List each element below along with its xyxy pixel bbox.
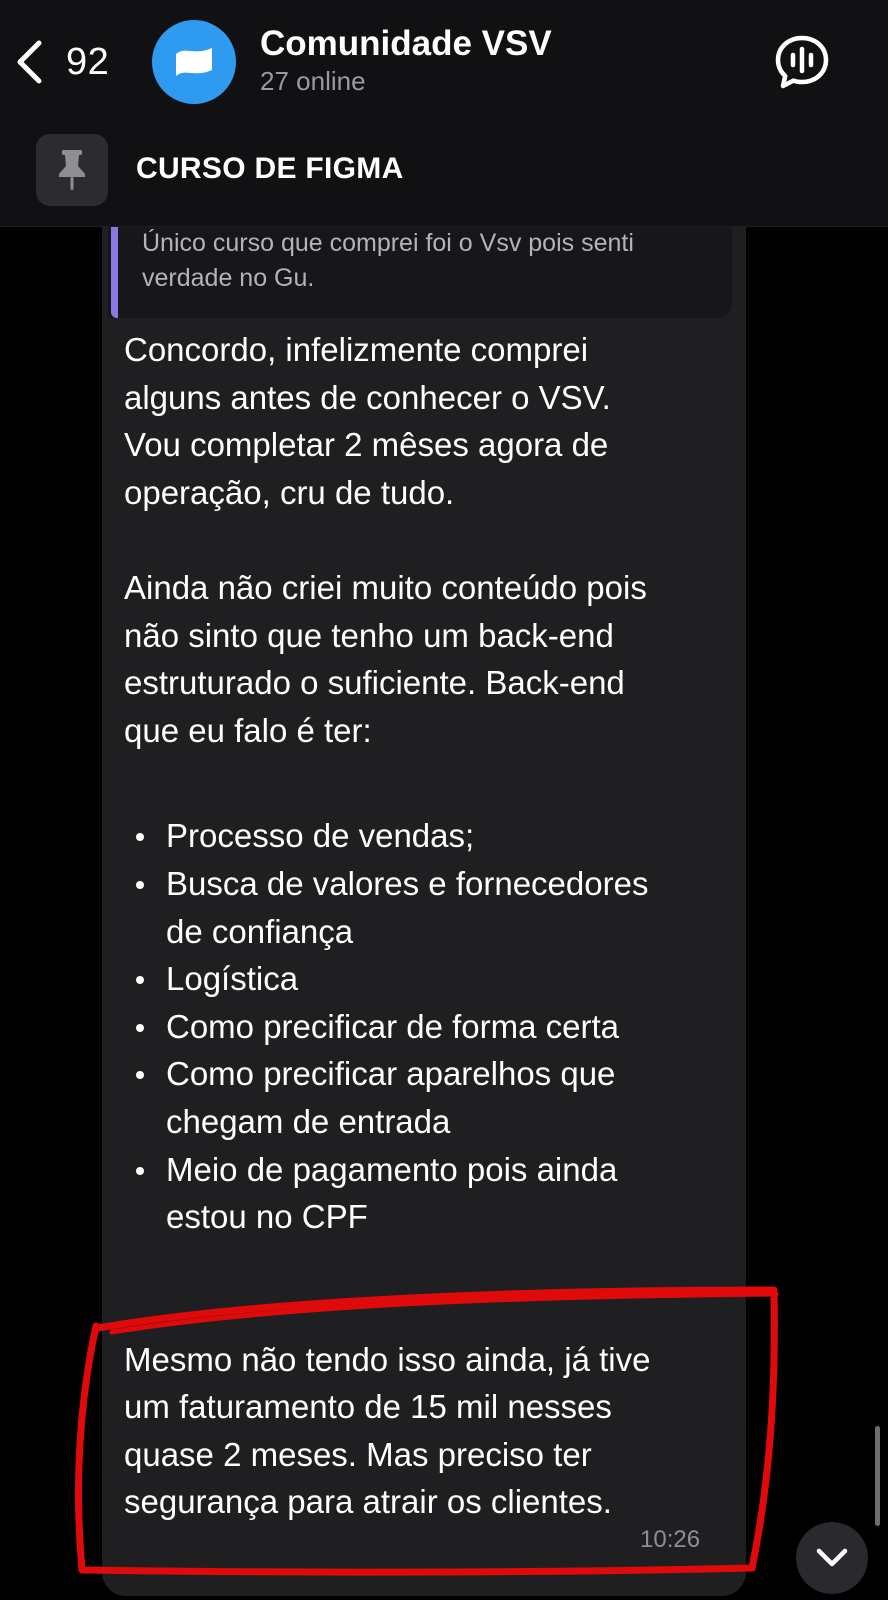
- voice-chat-icon: [772, 32, 832, 92]
- list-item: [124, 955, 734, 1003]
- text-line: operação, cru de tudo.: [124, 473, 455, 511]
- text-line: Processo de vendas;: [166, 817, 475, 855]
- bullet-icon: [136, 881, 144, 889]
- back-button[interactable]: [14, 34, 124, 90]
- text-line: de confiança: [166, 912, 354, 950]
- message-bubble[interactable]: [102, 196, 746, 1596]
- unread-count: 92: [66, 40, 110, 83]
- list-item: [124, 1050, 734, 1145]
- chevron-left-icon: [14, 39, 44, 85]
- message-paragraph: [124, 326, 734, 516]
- quote-accent-bar: [111, 226, 118, 318]
- text-line: Concordo, infelizmente comprei: [124, 331, 589, 368]
- reply-quote[interactable]: [108, 226, 732, 318]
- message-text: [124, 326, 734, 1526]
- text-line: não sinto que tenho um back-end: [124, 616, 614, 654]
- bullet-icon: [136, 1167, 144, 1175]
- text-line: estou no CPF: [166, 1198, 368, 1236]
- quote-line: verdade no Gu.: [142, 264, 315, 292]
- pinned-message-bar[interactable]: [0, 124, 888, 227]
- scroll-to-bottom-button[interactable]: [796, 1522, 868, 1594]
- text-line: Vou completar 2 mêses agora de: [124, 426, 609, 464]
- voice-chat-button[interactable]: [772, 32, 832, 92]
- pin-icon: [54, 148, 90, 192]
- list-item: [124, 860, 734, 955]
- text-line: segurança para atrair os clientes.: [124, 1483, 612, 1521]
- text-line: Busca de valores e fornecedores: [166, 864, 649, 902]
- text-line: Como precificar de forma certa: [166, 1007, 619, 1045]
- text-line: quase 2 meses. Mas preciso ter: [124, 1435, 592, 1473]
- pin-button[interactable]: [36, 134, 108, 206]
- text-line: chegam de entrada: [166, 1102, 451, 1140]
- paragraph-gap: [124, 754, 734, 812]
- bullet-icon: [136, 976, 144, 984]
- paragraph-gap: [124, 1241, 734, 1336]
- online-count: 27 online: [260, 66, 366, 96]
- chevron-down-icon: [815, 1547, 849, 1569]
- scrollbar-thumb[interactable]: [875, 1426, 880, 1526]
- list-item: [124, 1146, 734, 1241]
- text-line: Meio de pagamento pois ainda: [166, 1150, 618, 1188]
- bullet-list: [124, 812, 734, 1240]
- text-line: um faturamento de 15 mil nesses: [124, 1388, 612, 1426]
- chat-header: [0, 0, 888, 124]
- list-item: [124, 812, 734, 860]
- text-line: Ainda não criei muito conteúdo pois: [124, 568, 647, 606]
- quote-text: [142, 226, 722, 296]
- text-line: Logística: [166, 960, 299, 998]
- text-line: Como precificar aparelhos que: [166, 1055, 616, 1093]
- bullet-icon: [136, 833, 144, 841]
- text-line: alguns antes de conhecer o VSV.: [124, 378, 611, 416]
- list-item: [124, 1003, 734, 1051]
- paragraph-gap: [124, 516, 734, 564]
- text-line: estruturado o suficiente. Back-end: [124, 664, 625, 702]
- message-timestamp: 10:26: [640, 1526, 701, 1553]
- bullet-icon: [136, 1024, 144, 1032]
- quote-line: Único curso que comprei foi o Vsv pois senti: [142, 229, 634, 257]
- message-paragraph: [124, 564, 734, 754]
- text-line: que eu falo é ter:: [124, 711, 372, 749]
- text-line: Mesmo não tendo isso ainda, já tive: [124, 1340, 651, 1378]
- pinned-message-text: CURSO DE FIGMA: [136, 152, 404, 185]
- bullet-icon: [136, 1071, 144, 1079]
- chat-title[interactable]: Comunidade VSV: [260, 24, 552, 63]
- flag-icon: [172, 42, 216, 82]
- group-avatar[interactable]: [152, 20, 236, 104]
- message-paragraph: [124, 1336, 734, 1526]
